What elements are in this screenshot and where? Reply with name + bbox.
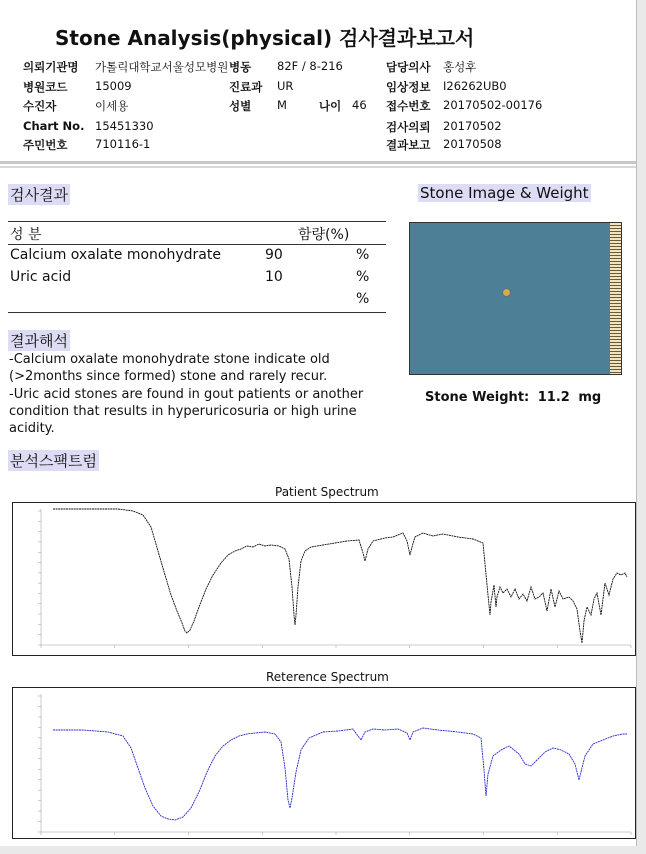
patient-spectrum-title: Patient Spectrum <box>275 485 379 499</box>
table-header-line <box>8 244 386 245</box>
reference-spectrum-title: Reterence Spectrum <box>266 670 389 684</box>
result-row-1-name: Calcium oxalate monohydrate <box>10 247 221 263</box>
col-content-header: 함량(%) <box>298 227 350 243</box>
ward-label: 병동 <box>229 60 252 74</box>
result-row-2-unit: % <box>356 269 370 285</box>
age-label: 나이 <box>319 99 342 113</box>
result-row-2-name: Uric acid <box>10 269 72 285</box>
stone-weight-line <box>425 390 601 405</box>
result-row-3-unit: % <box>356 291 370 307</box>
stone-heading: Stone Image & Weight <box>420 184 589 202</box>
header-divider-2 <box>0 166 636 168</box>
institution-label: 의뢰기관명 <box>23 60 79 74</box>
ruler-scale <box>610 223 621 374</box>
results-heading: 검사결과 <box>10 186 68 204</box>
stone-weight-unit: mg <box>578 390 602 405</box>
dept-label: 진료과 <box>229 80 263 94</box>
interpretation-line-2: -Uric acid stones are found in gout patients or another condition that results in hyperuricosuria or high urine acidity. <box>9 387 364 436</box>
clinical-info-value: I26262UB0 <box>443 79 507 93</box>
result-row-2-value: 10 <box>265 269 283 285</box>
patient-spectrum-chart <box>12 502 636 656</box>
table-bottom-line <box>8 312 386 313</box>
doctor-label: 담당의사 <box>386 60 431 74</box>
request-date-value: 20170502 <box>443 119 502 133</box>
stone-weight-label: Stone Weight: <box>425 390 530 405</box>
clinical-info-label: 임상정보 <box>386 80 431 94</box>
stone-photo <box>409 222 622 375</box>
dept-value: UR <box>277 79 294 93</box>
patient-spectrum-svg <box>13 503 635 655</box>
ward-value: 82F / 8-216 <box>277 59 343 73</box>
table-top-line <box>8 221 386 222</box>
interpretation-line-1: -Calcium oxalate monohydrate stone indicate old (>2months since formed) stone and rarely recur. <box>9 352 330 384</box>
reference-spectrum-svg <box>13 688 635 838</box>
institution-value: 가톨릭대학교서울성모병원 <box>95 60 229 74</box>
report-date-label: 결과보고 <box>386 138 431 152</box>
col-component-header: 성 분 <box>10 227 42 243</box>
interpretation-heading: 결과해석 <box>10 332 68 350</box>
receipt-value: 20170502-00176 <box>443 98 543 112</box>
report-title: Stone Analysis(physical) 검사결과보고서 <box>55 26 475 50</box>
chart-no-value: 15451330 <box>95 119 154 133</box>
report-date-value: 20170508 <box>443 137 502 151</box>
rrn-label: 주민번호 <box>23 138 68 152</box>
sex-value: M <box>277 98 287 112</box>
window-edge-right <box>636 0 646 854</box>
sex-label: 성별 <box>229 99 252 113</box>
header-divider <box>0 161 636 164</box>
hospital-code-label: 병원코드 <box>23 80 68 94</box>
chart-no-label: Chart No. <box>23 119 85 133</box>
hospital-code-value: 15009 <box>95 79 132 93</box>
age-value: 46 <box>352 98 367 112</box>
doctor-value: 홍성후 <box>443 60 477 74</box>
spectrum-heading: 분석스팩트럼 <box>10 452 97 470</box>
stone-particle <box>503 289 510 296</box>
rrn-value: 710116-1 <box>95 137 151 151</box>
patient-value: 이세용 <box>95 99 129 113</box>
result-row-1-unit: % <box>356 247 370 263</box>
reference-spectrum-chart <box>12 687 636 839</box>
request-date-label: 검사의뢰 <box>386 120 431 134</box>
patient-label: 수진자 <box>23 99 57 113</box>
window-edge-bottom <box>0 846 646 854</box>
result-row-1-value: 90 <box>265 247 283 263</box>
stone-weight-value: 11.2 <box>537 390 570 405</box>
receipt-label: 접수번호 <box>386 99 431 113</box>
